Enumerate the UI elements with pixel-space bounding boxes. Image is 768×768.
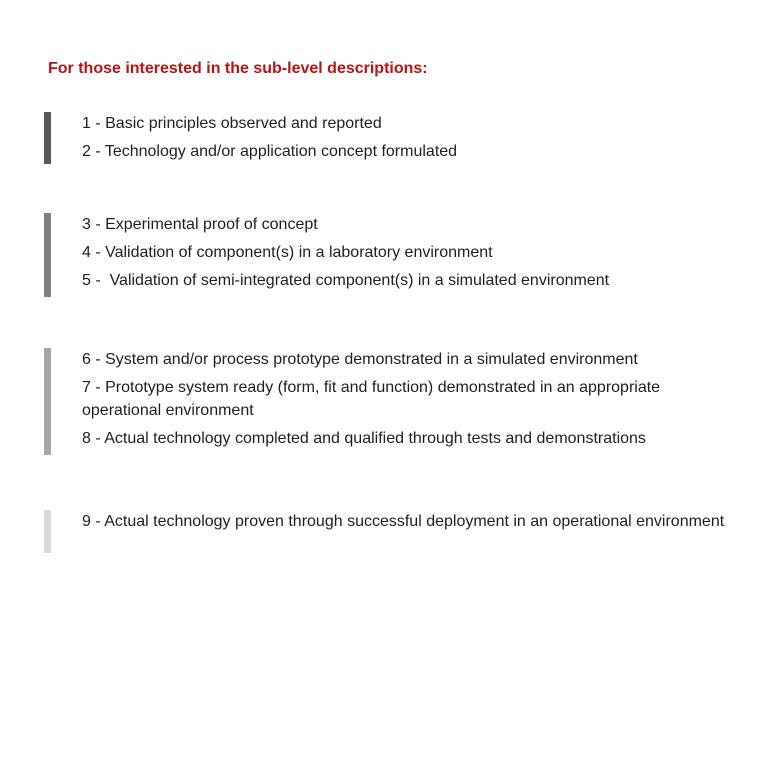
level-list	[82, 213, 732, 297]
level-item: 6 - System and/or process prototype demonstrated in a simulated environment	[82, 351, 638, 368]
level-item: 2 - Technology and/or application concept formulated	[82, 143, 458, 160]
level-item: 5 - Validation of semi-integrated component(s) in a simulated environment	[82, 272, 610, 289]
level-item: 8 - Actual technology completed and qualified through tests and demonstrations	[82, 430, 646, 447]
level-list	[82, 348, 732, 455]
level-list	[82, 510, 732, 538]
level-bar	[44, 510, 51, 553]
level-item: 7 - Prototype system ready (form, fit and function) demonstrated in an appropriate operational environment	[82, 379, 665, 419]
level-item: 3 - Experimental proof of concept	[82, 216, 318, 233]
level-bar	[44, 348, 51, 455]
level-bar	[44, 112, 51, 164]
level-item: 9 - Actual technology proven through successful deployment in an operational environment	[82, 513, 725, 530]
page-heading: For those interested in the sub-level descriptions:	[48, 60, 428, 77]
level-list	[82, 112, 732, 168]
level-bar	[44, 213, 51, 297]
level-item: 1 - Basic principles observed and reported	[82, 115, 382, 132]
level-item: 4 - Validation of component(s) in a laboratory environment	[82, 244, 493, 261]
